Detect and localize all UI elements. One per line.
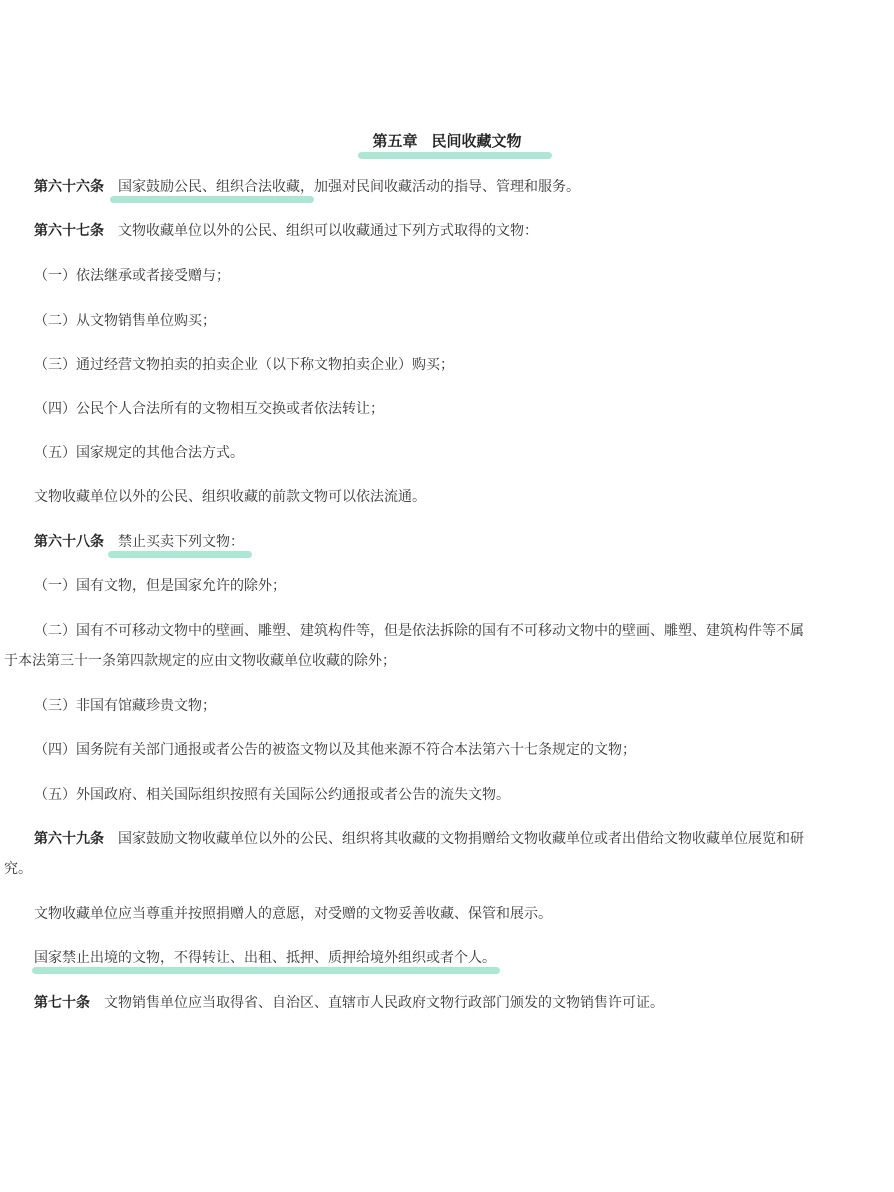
- list-item: （五）国家规定的其他合法方式。: [34, 445, 244, 461]
- article-69-paragraph-1: 文物收藏单位应当尊重并按照捐赠人的意愿，对受赠的文物妥善收藏、保管和展示。: [34, 906, 552, 922]
- article-66-label: 第六十六条: [34, 179, 104, 195]
- article-66-highlight-text: 国家鼓励公民、组织合法收藏: [118, 179, 300, 195]
- list-item: （一）国有文物，但是国家允许的除外；: [34, 578, 286, 594]
- chapter-number: 第五章: [372, 132, 418, 150]
- chapter-title: [0, 130, 894, 151]
- article-68: [34, 532, 894, 552]
- chapter-title-highlight: [372, 130, 521, 151]
- list-item: （五）外国政府、相关国际组织按照有关国际公约通报或者公告的流失文物。: [34, 787, 510, 803]
- article-66-rest: ，加强对民间收藏活动的指导、管理和服务。: [300, 179, 580, 195]
- list-item: （四）国务院有关部门通报或者公告的被盗文物以及其他来源不符合本法第六十七条规定的文物；: [34, 742, 636, 758]
- article-70: [34, 993, 894, 1013]
- article-67-paragraph: 文物收藏单位以外的公民、组织收藏的前款文物可以依法流通。: [34, 489, 426, 505]
- article-69-line1: 国家鼓励文物收藏单位以外的公民、组织将其收藏的文物捐赠给文物收藏单位或者出借给文物收藏单位展览和研: [118, 831, 804, 847]
- article-69-label: 第六十九条: [34, 831, 104, 847]
- list-item: （三）非国有馆藏珍贵文物；: [34, 698, 216, 714]
- list-item: （二）从文物销售单位购买；: [34, 313, 216, 329]
- article-68-colon: ：: [230, 534, 244, 550]
- article-69: [34, 829, 894, 849]
- article-67-label: 第六十七条: [34, 223, 104, 239]
- highlight-stroke: [110, 196, 314, 203]
- article-69-highlight-text: 国家禁止出境的文物，不得转让、出租、抵押、质押给境外组织或者个人。: [34, 950, 496, 966]
- list-item: （一）依法继承或者接受赠与；: [34, 268, 230, 284]
- list-item: （三）通过经营文物拍卖的拍卖企业（以下称文物拍卖企业）购买；: [34, 357, 454, 373]
- article-68-highlight-text: 禁止买卖下列文物: [118, 534, 230, 550]
- article-70-label: 第七十条: [34, 995, 90, 1011]
- article-70-text: 文物销售单位应当取得省、自治区、直辖市人民政府文物行政部门颁发的文物销售许可证。: [104, 995, 664, 1011]
- article-69-line2: 究。: [4, 861, 32, 877]
- article-67: [34, 221, 894, 241]
- highlight-stroke: [358, 152, 551, 159]
- article-68-label: 第六十八条: [34, 534, 104, 550]
- list-item: （四）公民个人合法所有的文物相互交换或者依法转让；: [34, 401, 384, 417]
- highlight-stroke: [108, 551, 252, 558]
- article-69-paragraph-2: [34, 948, 894, 968]
- article-69-highlight: [34, 948, 496, 968]
- chapter-name: 民间收藏文物: [431, 132, 522, 150]
- article-66-highlight: [118, 177, 300, 197]
- list-item: （二）国有不可移动文物中的壁画、雕塑、建筑构件等，但是依法拆除的国有不可移动文物中的壁画、雕塑、建筑构件等不属: [34, 623, 804, 639]
- list-item-continuation: 于本法第三十一条第四款规定的应由文物收藏单位收藏的除外；: [4, 653, 396, 669]
- article-66: [34, 177, 894, 197]
- article-67-text: 文物收藏单位以外的公民、组织可以收藏通过下列方式取得的文物：: [118, 223, 538, 239]
- article-68-highlight: [118, 532, 230, 552]
- highlight-stroke: [32, 967, 500, 974]
